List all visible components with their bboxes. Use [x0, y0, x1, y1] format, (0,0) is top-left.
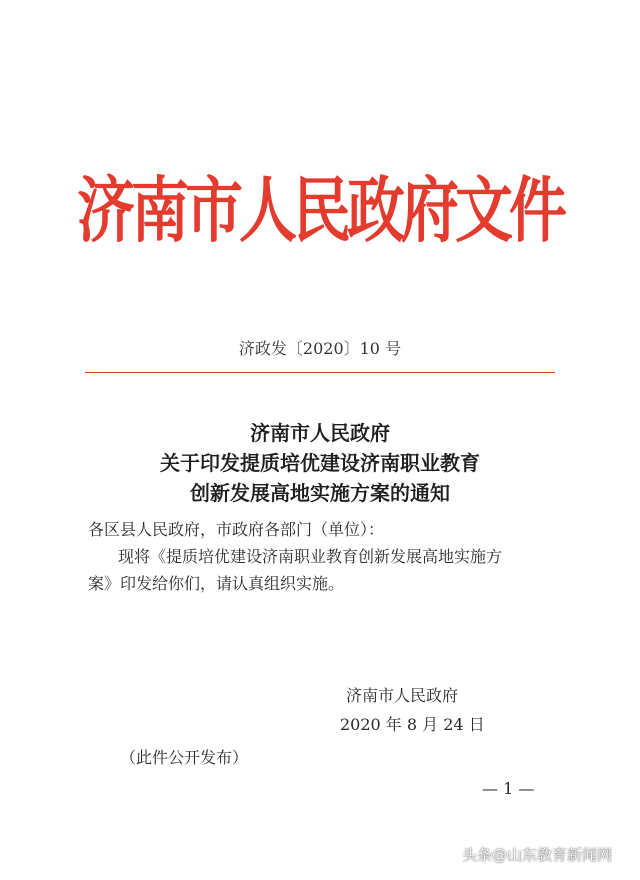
source-watermark: 头条@山东教育新闻网: [462, 846, 613, 864]
body-paragraph-line-1: 现将《提质培优建设济南职业教育创新发展高地实施方: [118, 547, 503, 566]
body-paragraph-line-2: 案》印发给你们，请认真组织实施。: [88, 574, 345, 593]
notice-title: [0, 418, 640, 508]
addressee-line: 各区县人民政府，市政府各部门（单位）：: [88, 520, 385, 539]
page-number: — 1 —: [482, 779, 535, 798]
document-number: 济政发〔2020〕10 号: [238, 339, 402, 358]
document-header-title: 济南市人民政府文件: [76, 169, 563, 253]
signing-authority: 济南市人民政府: [346, 686, 459, 705]
notice-title-line-2: 关于印发提质培优建设济南职业教育: [160, 451, 480, 475]
red-divider-line: [85, 372, 555, 373]
signing-date: 2020 年 8 月 24 日: [340, 715, 485, 734]
notice-title-line-1: 济南市人民政府: [250, 421, 390, 445]
publication-note: （此件公开发布）: [120, 748, 249, 767]
notice-title-line-3: 创新发展高地实施方案的通知: [190, 481, 450, 505]
